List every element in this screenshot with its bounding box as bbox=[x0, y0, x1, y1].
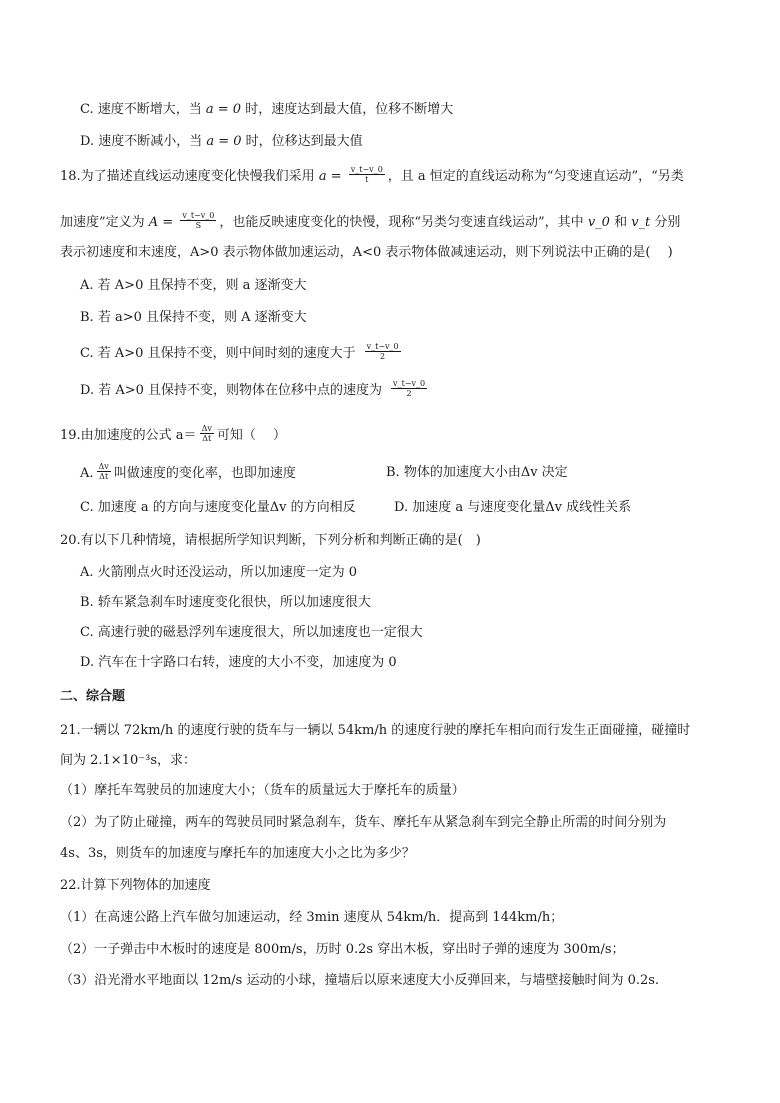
q19-stem bbox=[60, 426, 286, 445]
q19-fraction-num: Δv bbox=[201, 424, 212, 433]
q17-option-c-tail: 时，速度达到最大值，位移不断增大 bbox=[241, 102, 454, 117]
q18-vt: v_t bbox=[631, 215, 651, 230]
q20-option-c: C. 高速行驶的磁悬浮列车速度很大，所以加速度也一定很大 bbox=[80, 625, 423, 640]
q20-option-b: B. 轿车紧急刹车时速度变化很快，所以加速度很大 bbox=[80, 595, 371, 610]
q19-option-a-fraction bbox=[97, 462, 111, 481]
q21-part-2-line-1: （2）为了防止碰撞，两车的驾驶员同时紧急刹车，货车、摩托车从紧急刹车到完全静止所需的时间分别为 bbox=[60, 815, 667, 830]
q18-fraction-A-den: S bbox=[195, 221, 202, 230]
q18-option-c bbox=[80, 344, 404, 363]
q20-option-a: A. 火箭刚点火时还没运动，所以加速度一定为 0 bbox=[80, 565, 358, 580]
q18-stem-line-1 bbox=[60, 167, 684, 186]
q18-fraction-A-num: v_t−v_0 bbox=[182, 211, 215, 220]
q18-option-c-fraction bbox=[365, 342, 401, 361]
q18-option-c-den: 2 bbox=[380, 352, 386, 361]
q18-option-c-num: v_t−v_0 bbox=[366, 342, 399, 351]
q18-stem-line-2 bbox=[60, 213, 680, 232]
q18-option-a: A. 若 A>0 且保持不变，则 a 逐渐变大 bbox=[80, 278, 307, 293]
q18-fraction-a bbox=[349, 165, 385, 184]
q18-stem-line-3: 表示初速度和末速度，A>0 表示物体做加速运动，A<0 表示物体做减速运动，则下列说法中正确的是( ) bbox=[60, 245, 673, 260]
q18-option-d-num: v_t−v_0 bbox=[393, 379, 426, 388]
q18-stem-text-1: 18.为了描述直线运动速度变化快慢我们采用 bbox=[60, 169, 319, 184]
q21-stem-line-2: 间为 2.1×10⁻³s，求： bbox=[60, 753, 196, 768]
q17-option-d bbox=[80, 133, 363, 151]
q19-option-c: C. 加速度 a 的方向与速度变化量Δv 的方向相反 bbox=[80, 500, 356, 515]
q18-stem-text-4: ，也能反映速度变化的快慢，现称“另类匀变速直线运动”，其中 bbox=[219, 215, 588, 230]
q19-option-a bbox=[80, 464, 296, 483]
q18-option-b: B. 若 a>0 且保持不变，则 A 逐渐变大 bbox=[80, 310, 307, 325]
q17-option-c-text: C. 速度不断增大，当 bbox=[80, 102, 206, 117]
q17-option-d-text: D. 速度不断减小，当 bbox=[80, 134, 207, 149]
q18-eq-a: a = bbox=[318, 169, 346, 184]
q18-stem-text-5: 分别 bbox=[650, 215, 681, 230]
q19-fraction-den: Δt bbox=[202, 434, 212, 443]
q19-fraction bbox=[200, 424, 214, 443]
q22-part-2: （2）一子弹击中木板时的速度是 800m/s，历时 0.2s 穿出木板，穿出时子弹的速度为 300m/s； bbox=[60, 942, 625, 957]
q17-option-c bbox=[80, 101, 453, 119]
q21-stem-line-1: 21.一辆以 72km/h 的速度行驶的货车与一辆以 54km/h 的速度行驶的摩托车相向而行发生正面碰撞，碰撞时 bbox=[60, 723, 691, 738]
q18-stem-and: 和 bbox=[609, 215, 632, 230]
q18-option-d-den: 2 bbox=[406, 389, 412, 398]
q18-fraction-a-num: v_t−v_0 bbox=[350, 165, 383, 174]
q18-stem-text-2: ，且 a 恒定的直线运动称为“匀变速直运动”，“另类 bbox=[387, 169, 684, 184]
q21-part-1: （1）摩托车驾驶员的加速度大小；（货车的质量远大于摩托车的质量） bbox=[60, 783, 465, 798]
q18-stem-text-3: 加速度”定义为 bbox=[60, 215, 149, 230]
q18-v0: v_0 bbox=[587, 215, 610, 230]
q18-fraction-A bbox=[180, 211, 216, 230]
q19-stem-tail: 可知（ ） bbox=[216, 428, 286, 443]
q22-stem: 22.计算下列物体的加速度 bbox=[60, 878, 211, 893]
q18-option-c-text: C. 若 A>0 且保持不变，则中间时刻的速度大于 bbox=[80, 346, 356, 361]
section-heading: 二、综合题 bbox=[60, 689, 126, 704]
q19-option-b: B. 物体的加速度大小由Δv 决定 bbox=[386, 465, 568, 480]
q19-option-a-text: 叫做速度的变化率，也即加速度 bbox=[113, 466, 296, 481]
q19-option-a-den: Δt bbox=[99, 472, 109, 481]
q17-option-d-tail: 时，位移达到最大值 bbox=[241, 134, 363, 149]
q18-eq-A: A = bbox=[148, 215, 178, 230]
q17-option-c-math: a = 0 bbox=[205, 102, 242, 117]
q18-option-d bbox=[80, 381, 430, 400]
q19-option-d: D. 加速度 a 与速度变化量Δv 成线性关系 bbox=[394, 500, 632, 515]
q22-part-1: （1）在高速公路上汽车做匀加速运动，经 3min 速度从 54km/h．提高到 144km/h； bbox=[60, 910, 564, 925]
q18-fraction-a-den: t bbox=[365, 175, 369, 184]
q19-option-a-prefix: A. bbox=[80, 466, 94, 481]
q20-stem: 20.有以下几种情境，请根据所学知识判断，下列分析和判断正确的是( ) bbox=[60, 533, 481, 548]
q18-option-d-text: D. 若 A>0 且保持不变，则物体在位移中点的速度为 bbox=[80, 383, 383, 398]
q19-option-a-num: Δv bbox=[98, 462, 109, 471]
q20-option-d: D. 汽车在十字路口右转，速度的大小不变，加速度为 0 bbox=[80, 655, 397, 670]
q19-stem-text: 19.由加速度的公式 a＝ bbox=[60, 428, 197, 443]
q21-part-2-line-2: 4s、3s，则货车的加速度与摩托车的加速度大小之比为多少？ bbox=[60, 846, 415, 861]
q18-option-d-fraction bbox=[391, 379, 427, 398]
q17-option-d-math: a = 0 bbox=[206, 134, 242, 149]
q22-part-3: （3）沿光滑水平地面以 12m/s 运动的小球，撞墙后以原来速度大小反弹回来，与墙壁接触时间为 0.2s. bbox=[60, 973, 660, 988]
